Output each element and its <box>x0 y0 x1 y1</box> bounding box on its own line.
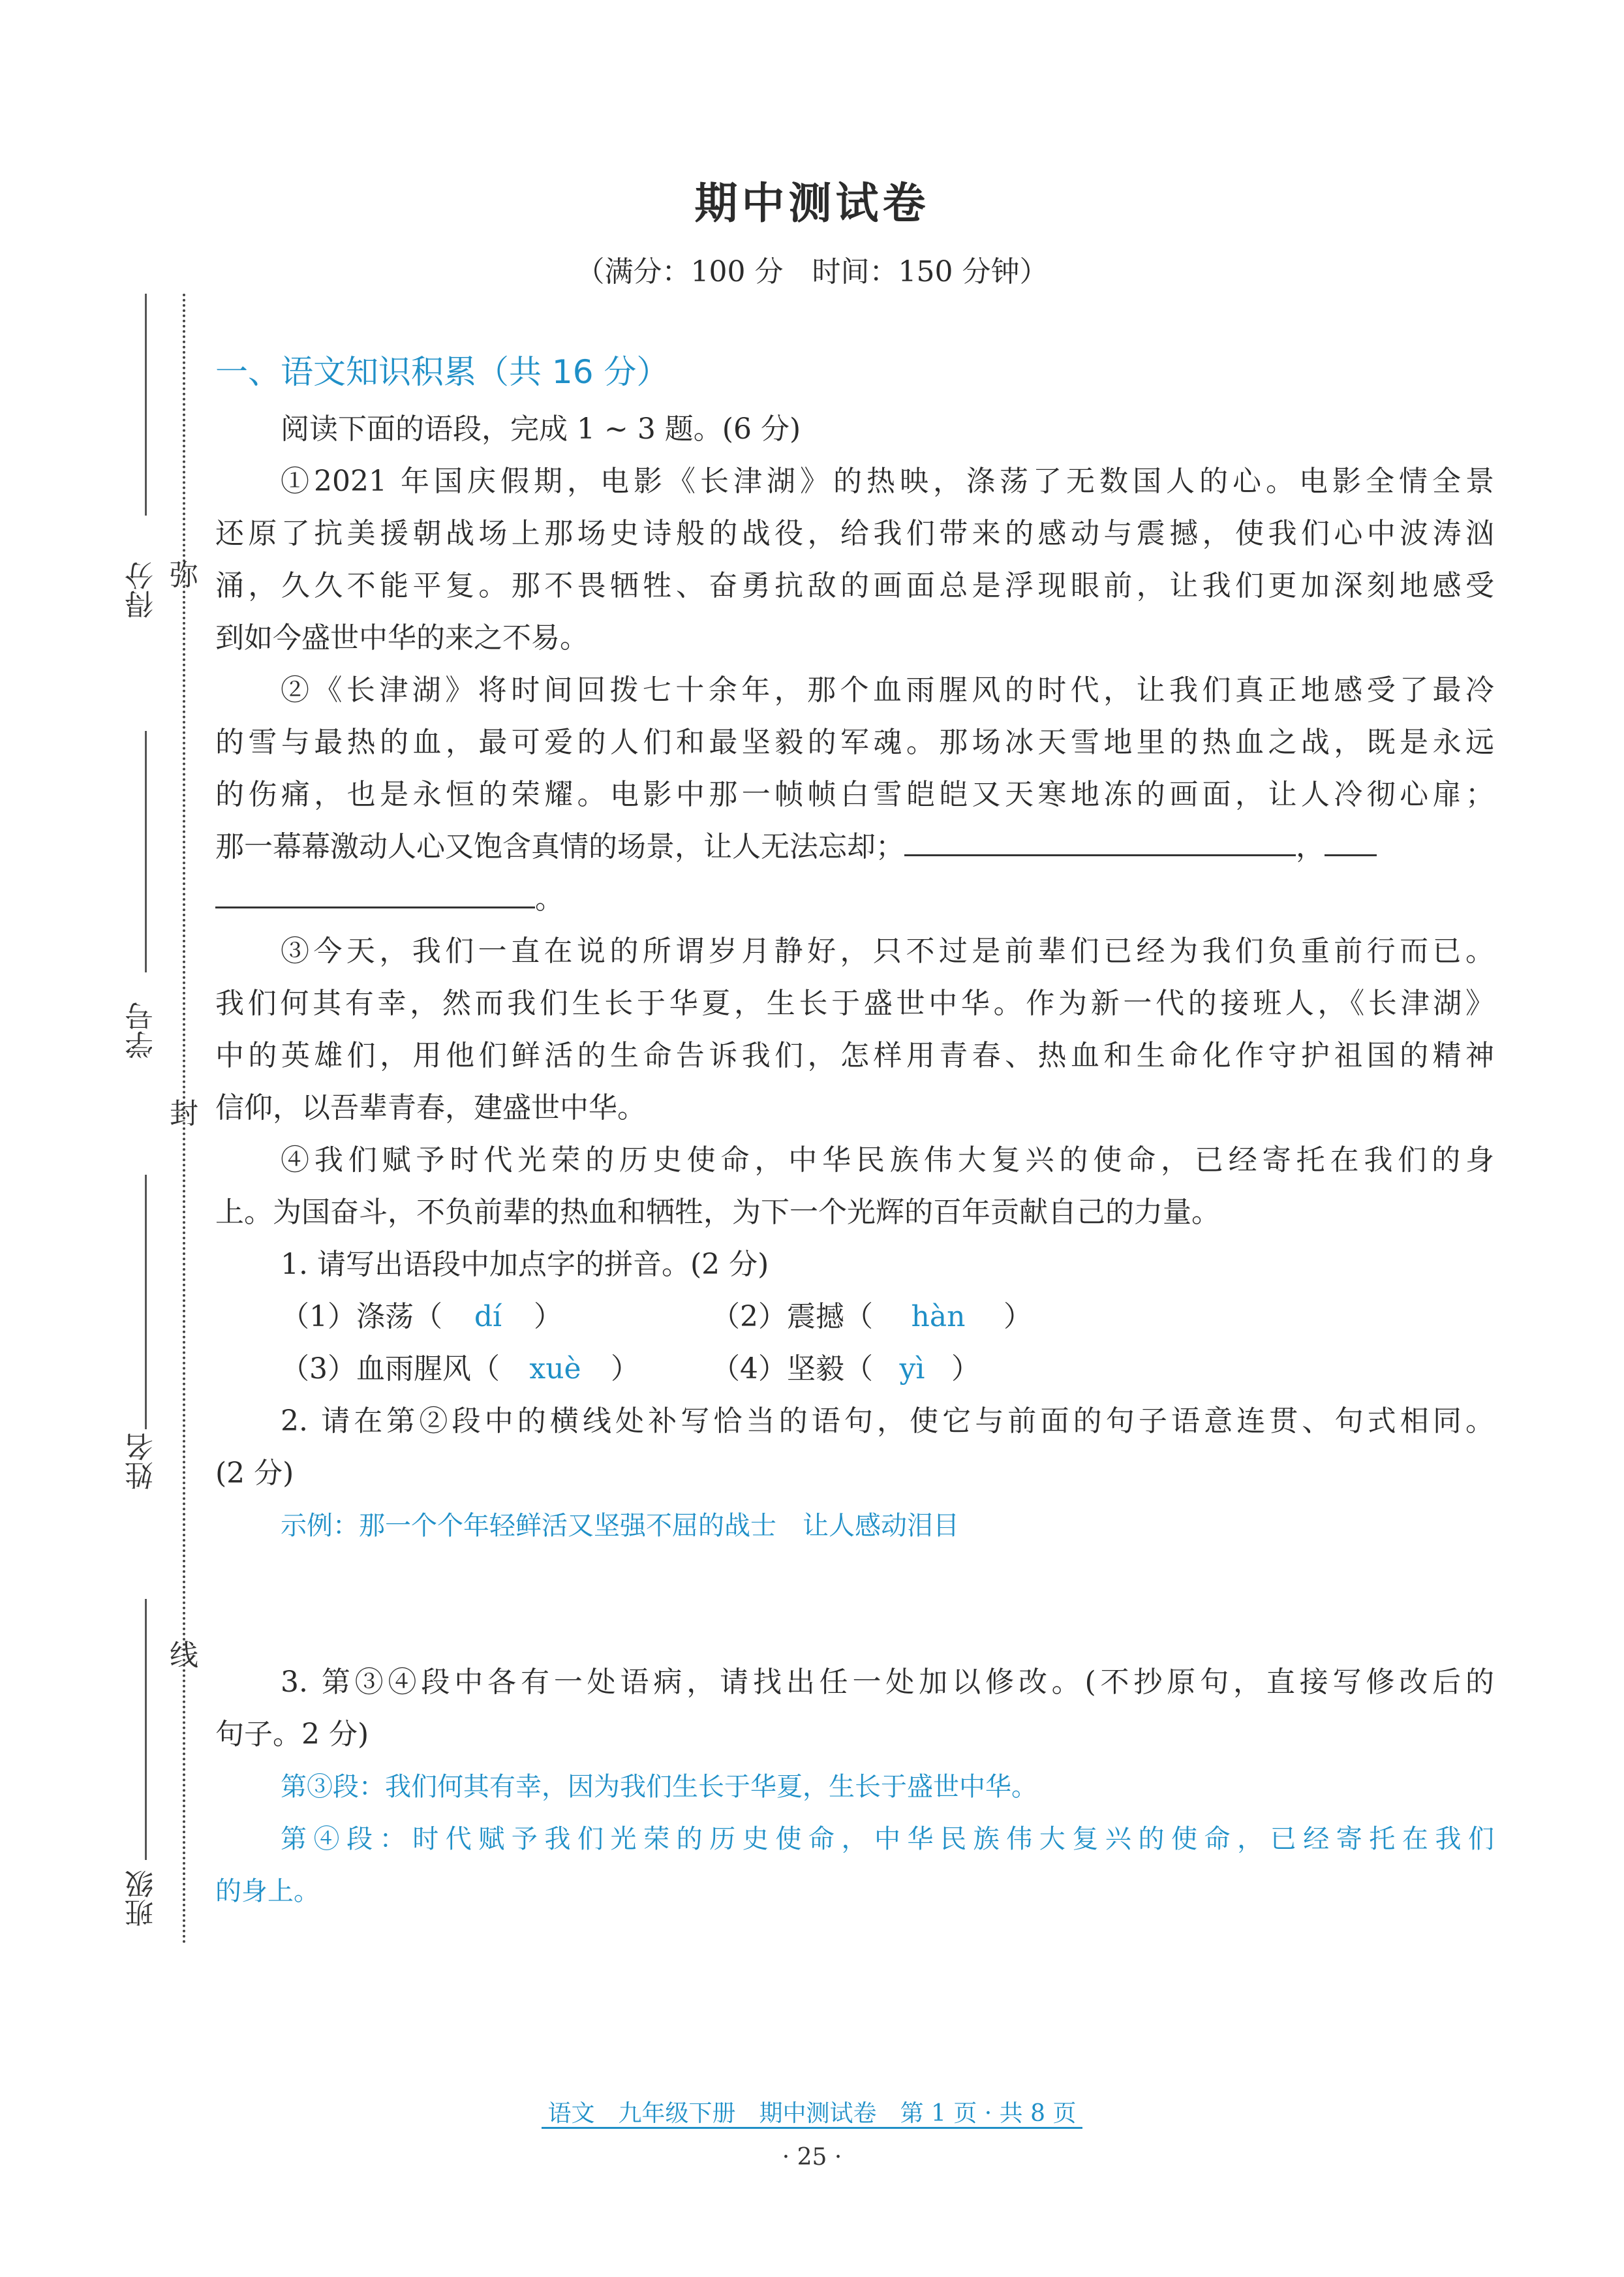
q2-stem-line: (2 分) <box>215 1457 294 1490</box>
q1-item-3-close: ） <box>611 1352 639 1386</box>
answer-blank-1[interactable] <box>904 828 1296 856</box>
p3-line: 中的英雄们，用他们鲜活的生命告诉我们，怎样用青春、热血和生命化作守护祖国的精神 <box>215 1039 1494 1072</box>
q3-answer-line: 的身上。 <box>215 1876 320 1906</box>
page-subtitle: （满分：100 分 时间：150 分钟） <box>575 255 1049 288</box>
intro-line: 阅读下面的语段，完成 1 ~ 3 题。(6 分) <box>281 412 801 446</box>
p3-line: ③今天，我们一直在说的所谓岁月静好，只不过是前辈们已经为我们负重前行而已。 <box>281 935 1494 968</box>
p1-line: 还原了抗美援朝战场上那场史诗般的战役，给我们带来的感动与震撼，使我们心中波涛汹 <box>215 517 1494 550</box>
q1-row-2 <box>215 1343 1494 1395</box>
seal-xian: 线 <box>170 1639 198 1672</box>
p3-line: 信仰，以吾辈青春，建盛世中华。 <box>215 1091 646 1124</box>
q3-answer-line: 第③段：我们何其有幸，因为我们生长于华夏，生长于盛世中华。 <box>281 1772 1037 1802</box>
p2-line: 的雪与最热的血，最可爱的人们和最坚毅的军魂。那场冰天雪地里的热血之战，既是永远 <box>215 726 1494 759</box>
q2-stem-line: 2. 请在第②段中的横线处补写恰当的语句，使它与前面的句子语意连贯、句式相同。 <box>281 1404 1494 1438</box>
p2-line-with-blank <box>215 821 1494 873</box>
q1-item-1-answer: dí <box>474 1300 502 1333</box>
footer-info <box>0 2095 1624 2128</box>
p4-line: 上。为国奋斗，不负前辈的热血和牺牲，为下一个光辉的百年贡献自己的力量。 <box>215 1196 1220 1229</box>
q1-item-4-answer: yì <box>899 1352 925 1386</box>
answer-blank-3[interactable] <box>215 880 535 908</box>
blank-end: 。 <box>535 882 564 916</box>
label-xingming: 姓名 <box>125 1433 159 1490</box>
answer-blank-2[interactable] <box>1325 828 1377 856</box>
section-body <box>215 403 1494 1917</box>
p2-blank-continued <box>215 873 1494 925</box>
p2-line-text: 那一幕幕激动人心又饱含真情的场景，让人无法忘却； <box>215 830 904 863</box>
p2-line: ②《长津湖》将时间回拨七十余年，那个血雨腥风的时代，让我们真正地感受了最冷 <box>281 674 1494 707</box>
page-title: 期中测试卷 <box>694 178 930 228</box>
q3-answer-line: 第④段：时代赋予我们光荣的历史使命，中华民族伟大复兴的使命，已经寄托在我们 <box>281 1824 1494 1854</box>
q1-item-2-answer: hàn <box>911 1300 966 1333</box>
q1-item-2-close: ） <box>1004 1300 1032 1333</box>
page-number: · 25 · <box>782 2144 842 2171</box>
q1-item-1-close: ） <box>534 1300 562 1333</box>
p2-line: 的伤痛，也是永恒的荣耀。电影中那一帧帧白雪皑皑又天寒地冻的画面，让人冷彻心扉； <box>215 778 1494 811</box>
q2-answer: 示例：那一个个年轻鲜活又坚强不屈的战士 让人感动泪目 <box>281 1511 959 1541</box>
q3-stem-line: 句子。2 分) <box>215 1718 369 1751</box>
q1-item-2 <box>711 1291 1032 1343</box>
q1-item-1 <box>281 1291 711 1343</box>
p3-line: 我们何其有幸，然而我们生长于华夏，生长于盛世中华。作为新一代的接班人，《长津湖》 <box>215 987 1494 1020</box>
spacer <box>215 1552 1494 1656</box>
xuehao-line <box>145 731 147 972</box>
label-banji: 班级 <box>125 1870 159 1927</box>
q1-item-4-label: （4）坚毅（ <box>711 1352 873 1386</box>
p1-line: ①2021 年国庆假期，电影《长津湖》的热映，涤荡了无数国人的心。电影全情全景 <box>281 465 1494 498</box>
label-xuehao: 学号 <box>125 1002 159 1059</box>
q1-item-1-label: （1）涤荡（ <box>281 1300 442 1333</box>
q1-stem: 1. 请写出语段中加点字的拼音。(2 分) <box>281 1248 769 1281</box>
section-title: 一、语文知识积累（共 16 分） <box>215 353 669 391</box>
q1-item-3-answer: xuè <box>529 1352 581 1386</box>
p1-line: 涌，久久不能平复。那不畏牺牲、奋勇抗敌的画面总是浮现眼前，让我们更加深刻地感受 <box>215 569 1494 602</box>
q1-item-4 <box>711 1343 980 1395</box>
q1-item-3-label: （3）血雨腥风（ <box>281 1352 500 1386</box>
banji-line <box>145 1599 147 1860</box>
q3-stem-line: 3. 第③④段中各有一处语病，请找出任一处加以修改。(不抄原句，直接写修改后的 <box>281 1665 1494 1699</box>
footer-info-text: 语文 九年级下册 期中测试卷 第 1 页 · 共 8 页 <box>542 2100 1083 2129</box>
p4-line: ④我们赋予时代光荣的历史使命，中华民族伟大复兴的使命，已经寄托在我们的身 <box>281 1143 1494 1177</box>
blank-separator: ， <box>1296 830 1325 863</box>
q1-item-2-label: （2）震撼（ <box>711 1300 873 1333</box>
seal-feng: 封 <box>170 1097 198 1130</box>
defen-line <box>145 294 147 516</box>
q1-item-3 <box>281 1343 711 1395</box>
q1-row-1 <box>215 1291 1494 1343</box>
label-defen: 得分 <box>125 561 159 619</box>
xingming-line <box>145 1175 147 1429</box>
seal-mi: 弥 <box>170 559 198 592</box>
q1-item-4-close: ） <box>951 1352 980 1386</box>
p1-line: 到如今盛世中华的来之不易。 <box>215 621 589 655</box>
